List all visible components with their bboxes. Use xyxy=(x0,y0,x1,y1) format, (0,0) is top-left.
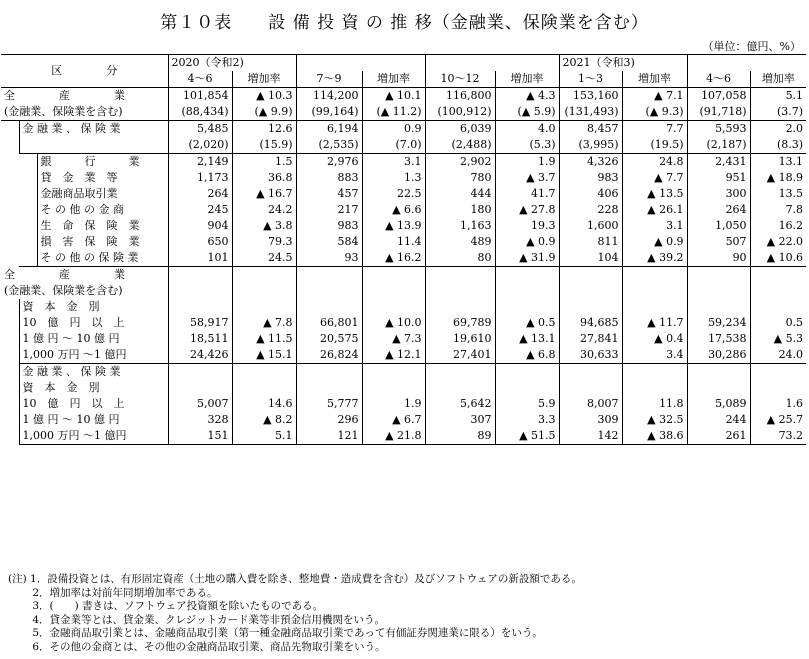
rate-cell xyxy=(495,364,559,381)
value-cell: 983 xyxy=(337,219,359,232)
row-label: 全 産 業 xyxy=(1,88,168,105)
row-label: 生 命 保 険 業 xyxy=(37,218,168,234)
rate-cell: (▲ 9.9) xyxy=(232,104,296,121)
table-row xyxy=(1,380,806,396)
table-row xyxy=(1,347,806,364)
rate-cell: 13.1 xyxy=(750,154,806,171)
table-row xyxy=(1,202,806,218)
value-cell: 4,326 xyxy=(587,155,619,168)
table-row xyxy=(1,88,806,105)
rate-cell: (▲ 9.3) xyxy=(622,104,687,121)
value-cell xyxy=(687,380,750,396)
value-cell: 6,039 xyxy=(460,122,492,135)
value-cell: 93 xyxy=(296,250,362,267)
rate-cell: (8.3) xyxy=(750,137,806,154)
rate-cell: 2.0 xyxy=(750,121,806,138)
value-cell xyxy=(687,283,750,299)
note-line: 6．その他の金商とは、その他の金融商品取引業、商品先物取引業をいう。 xyxy=(8,640,386,653)
rate-cell: 13.5 xyxy=(750,186,806,202)
value-cell: (100,912) xyxy=(425,104,495,121)
value-cell xyxy=(559,299,622,315)
value-cell: 107,058 xyxy=(701,89,747,102)
value-cell: 27,841 xyxy=(580,332,619,345)
value-cell: 6,194 xyxy=(327,122,359,135)
value-cell: 121 xyxy=(296,428,362,445)
value-cell: 309 xyxy=(597,413,619,426)
rate-cell: ▲ 38.6 xyxy=(622,428,687,445)
rate-cell: ▲ 16.7 xyxy=(232,186,296,202)
row-label: 資 本 金 別 xyxy=(19,299,168,315)
value-cell: 101 xyxy=(168,250,232,267)
value-cell xyxy=(296,364,362,381)
rate-cell: 5.1 xyxy=(232,428,296,445)
rate-cell: 7.8 xyxy=(750,202,806,218)
value-cell: 8,457 xyxy=(587,122,619,135)
value-cell: (3,995) xyxy=(559,137,622,154)
rate-cell: ▲ 7.7 xyxy=(622,170,687,186)
rate-cell xyxy=(622,299,687,315)
rate-cell: (15.9) xyxy=(232,137,296,154)
header-rate: 増加率 xyxy=(622,71,687,88)
value-cell: 26,824 xyxy=(296,347,362,364)
row-label: 10 億 円 以 上 xyxy=(19,396,168,412)
rate-cell xyxy=(622,364,687,381)
rate-cell: ▲ 8.2 xyxy=(232,412,296,428)
value-cell: 27,401 xyxy=(425,347,495,364)
value-cell xyxy=(559,267,622,284)
value-cell: 507 xyxy=(725,235,747,248)
rate-cell xyxy=(362,299,425,315)
rate-cell: 1.3 xyxy=(362,170,425,186)
rate-cell: 12.6 xyxy=(232,121,296,138)
value-cell: 20,575 xyxy=(320,332,359,345)
rate-cell: ▲ 10.3 xyxy=(232,88,296,105)
rate-cell: 24.5 xyxy=(232,250,296,267)
value-cell: 151 xyxy=(168,428,232,445)
value-cell: 30,633 xyxy=(559,347,622,364)
row-label: 10 億 円 以 上 xyxy=(19,315,168,331)
rate-cell: ▲ 11.5 xyxy=(232,331,296,347)
rate-cell: ▲ 0.4 xyxy=(622,331,687,347)
value-cell xyxy=(168,380,232,396)
value-cell: (91,718) xyxy=(687,104,750,121)
value-cell: 457 xyxy=(337,187,359,200)
rate-cell xyxy=(232,380,296,396)
value-cell: 5,007 xyxy=(197,397,229,410)
value-cell: 328 xyxy=(207,413,229,426)
value-cell: 5,777 xyxy=(327,397,359,410)
rate-cell: 41.7 xyxy=(495,186,559,202)
header-period: 4～6 xyxy=(687,71,750,88)
rate-cell xyxy=(495,299,559,315)
rate-cell: (▲ 5.9) xyxy=(495,104,559,121)
rate-cell xyxy=(495,380,559,396)
row-label: 金融商品取引業 xyxy=(37,186,168,202)
value-cell xyxy=(168,283,232,299)
rate-cell xyxy=(362,364,425,381)
rate-cell: (▲ 11.2) xyxy=(362,104,425,121)
value-cell: 444 xyxy=(470,187,492,200)
rate-cell: ▲ 3.8 xyxy=(232,218,296,234)
table-row xyxy=(1,267,806,284)
value-cell: 584 xyxy=(337,235,359,248)
rate-cell: 24.8 xyxy=(622,154,687,171)
rate-cell: 24.0 xyxy=(750,347,806,364)
rate-cell: ▲ 39.2 xyxy=(622,250,687,267)
rate-cell: (5.3) xyxy=(495,137,559,154)
rate-cell: 3.4 xyxy=(622,347,687,364)
value-cell: (2,187) xyxy=(687,137,750,154)
table-row xyxy=(1,428,806,445)
header-category: 区 分 xyxy=(1,55,168,88)
rate-cell: 3.1 xyxy=(622,218,687,234)
value-cell: (88,434) xyxy=(168,104,232,121)
value-cell xyxy=(559,283,622,299)
value-cell: (2,488) xyxy=(425,137,495,154)
rate-cell: 19.3 xyxy=(495,218,559,234)
value-cell: 59,234 xyxy=(708,316,747,329)
row-label: 1,000 万円 ～1 億円 xyxy=(19,428,168,445)
rate-cell xyxy=(362,283,425,299)
value-cell: (131,493) xyxy=(559,104,622,121)
rate-cell: ▲ 26.1 xyxy=(622,202,687,218)
value-cell: 90 xyxy=(687,250,750,267)
value-cell: 58,917 xyxy=(190,316,229,329)
value-cell xyxy=(296,380,362,396)
rate-cell: 5.9 xyxy=(495,396,559,412)
rate-cell: 1.9 xyxy=(362,396,425,412)
header-period: 10～12 xyxy=(425,71,495,88)
value-cell: 780 xyxy=(470,171,492,184)
rate-cell xyxy=(750,267,806,284)
table-row xyxy=(1,283,806,299)
table-row xyxy=(1,364,806,381)
value-cell xyxy=(168,299,232,315)
value-cell xyxy=(425,267,495,284)
rate-cell: 14.6 xyxy=(232,396,296,412)
rate-cell: ▲ 0.9 xyxy=(622,234,687,250)
value-cell: 1,173 xyxy=(197,171,229,184)
rate-cell: ▲ 25.7 xyxy=(750,412,806,428)
value-cell: 24,426 xyxy=(168,347,232,364)
value-cell: 2,976 xyxy=(327,155,359,168)
value-cell: 406 xyxy=(597,187,619,200)
value-cell: 261 xyxy=(687,428,750,445)
rate-cell: 11.4 xyxy=(362,234,425,250)
value-cell: 180 xyxy=(470,203,492,216)
rate-cell: 16.2 xyxy=(750,218,806,234)
rate-cell xyxy=(362,267,425,284)
rate-cell xyxy=(622,283,687,299)
row-label: 全 産 業 xyxy=(1,267,168,284)
value-cell: 883 xyxy=(337,171,359,184)
value-cell: 2,902 xyxy=(460,155,492,168)
value-cell xyxy=(296,299,362,315)
rate-cell: ▲ 15.1 xyxy=(232,347,296,364)
rate-cell: ▲ 0.9 xyxy=(495,234,559,250)
note-line: 4．貸金業等とは、貸金業、クレジットカード業等非預金信用機関をいう。 xyxy=(8,613,385,626)
value-cell: 951 xyxy=(725,171,747,184)
note-line: 5．金融商品取引業とは、金融商品取引業（第一種金融商品取引業であって有価証券関連業に限る）をいう。 xyxy=(8,627,543,639)
rate-cell: 1.9 xyxy=(495,154,559,171)
rate-cell xyxy=(750,364,806,381)
header-period: 7～9 xyxy=(296,71,362,88)
value-cell: 1,050 xyxy=(715,219,747,232)
value-cell: 245 xyxy=(207,203,229,216)
value-cell: 30,286 xyxy=(687,347,750,364)
row-label: (金融業、保険業を含む) xyxy=(1,104,168,121)
table-row xyxy=(1,121,806,138)
rate-cell: 7.7 xyxy=(622,121,687,138)
note-line: 3．( ) 書きは、ソフトウェア投資額を除いたものである。 xyxy=(8,600,324,612)
value-cell: 116,800 xyxy=(446,89,492,102)
table-row xyxy=(1,186,806,202)
row-label: 金 融 業 、 保 険 業 xyxy=(19,121,168,138)
rate-cell: 24.2 xyxy=(232,202,296,218)
rate-cell: 73.2 xyxy=(750,428,806,445)
rate-cell xyxy=(622,267,687,284)
value-cell xyxy=(559,364,622,381)
value-cell xyxy=(296,267,362,284)
row-label: 損 害 保 険 業 xyxy=(37,234,168,250)
rate-cell: ▲ 6.6 xyxy=(362,202,425,218)
rate-cell: ▲ 27.8 xyxy=(495,202,559,218)
row-label: 1,000 万円 ～1 億円 xyxy=(19,347,168,364)
row-label: 貸 金 業 等 xyxy=(37,170,168,186)
value-cell xyxy=(425,364,495,381)
row-label: 1 億 円 ～ 10 億 円 xyxy=(19,412,168,428)
rate-cell: 22.5 xyxy=(362,186,425,202)
rate-cell: 79.3 xyxy=(232,234,296,250)
unit-label: （単位：億円、%） xyxy=(702,40,801,53)
table-row xyxy=(1,331,806,347)
rate-cell xyxy=(750,283,806,299)
row-label: 金 融 業 、 保 険 業 xyxy=(19,364,168,381)
rate-cell: ▲ 13.9 xyxy=(362,218,425,234)
value-cell xyxy=(687,267,750,284)
value-cell: 17,538 xyxy=(708,332,747,345)
row-label xyxy=(19,137,168,154)
rate-cell: 0.5 xyxy=(750,315,806,331)
header-year-2021: 2021（令和3) xyxy=(559,55,687,72)
rate-cell: ▲ 10.0 xyxy=(362,315,425,331)
rate-cell: 3.1 xyxy=(362,154,425,171)
table-row xyxy=(1,170,806,186)
header-rate: 増加率 xyxy=(495,71,559,88)
value-cell xyxy=(425,380,495,396)
rate-cell: 4.0 xyxy=(495,121,559,138)
rate-cell: ▲ 10.1 xyxy=(362,88,425,105)
value-cell: 489 xyxy=(470,235,492,248)
rate-cell: 1.6 xyxy=(750,396,806,412)
value-cell: 18,511 xyxy=(190,332,229,345)
rate-cell: ▲ 6.8 xyxy=(495,347,559,364)
header-period: 4～6 xyxy=(168,71,232,88)
investment-table xyxy=(1,54,806,445)
table-row xyxy=(1,299,806,315)
table-body xyxy=(1,88,806,445)
value-cell xyxy=(296,283,362,299)
value-cell: 114,200 xyxy=(313,89,359,102)
value-cell xyxy=(425,283,495,299)
header-rate: 増加率 xyxy=(232,71,296,88)
value-cell: 264 xyxy=(725,203,747,216)
rate-cell: ▲ 3.7 xyxy=(495,170,559,186)
page-title: 第１０表 設 備 投 資 の 推 移（金融業、保険業を含む） xyxy=(160,13,649,33)
value-cell: 80 xyxy=(425,250,495,267)
value-cell: 8,007 xyxy=(587,397,619,410)
value-cell: (2,535) xyxy=(296,137,362,154)
value-cell: 811 xyxy=(597,235,619,248)
value-cell: (99,164) xyxy=(296,104,362,121)
value-cell: 153,160 xyxy=(573,89,619,102)
value-cell: 5,642 xyxy=(460,397,492,410)
value-cell: 89 xyxy=(425,428,495,445)
rate-cell: ▲ 21.8 xyxy=(362,428,425,445)
value-cell xyxy=(425,299,495,315)
row-label: 資 本 金 別 xyxy=(19,380,168,396)
value-cell: 228 xyxy=(597,203,619,216)
rate-cell: 36.8 xyxy=(232,170,296,186)
rate-cell: 11.8 xyxy=(622,396,687,412)
rate-cell xyxy=(495,283,559,299)
table-row xyxy=(1,137,806,154)
value-cell: 19,610 xyxy=(453,332,492,345)
value-cell: 142 xyxy=(559,428,622,445)
value-cell: 104 xyxy=(559,250,622,267)
value-cell: 244 xyxy=(725,413,747,426)
rate-cell: ▲ 7.3 xyxy=(362,331,425,347)
rate-cell: ▲ 7.8 xyxy=(232,315,296,331)
rate-cell: ▲ 31.9 xyxy=(495,250,559,267)
rate-cell xyxy=(750,380,806,396)
rate-cell: ▲ 5.3 xyxy=(750,331,806,347)
rate-cell xyxy=(362,380,425,396)
rate-cell: ▲ 12.1 xyxy=(362,347,425,364)
table-row xyxy=(1,104,806,121)
rate-cell xyxy=(232,364,296,381)
value-cell xyxy=(559,380,622,396)
table-row xyxy=(1,396,806,412)
value-cell: 94,685 xyxy=(580,316,619,329)
value-cell: 983 xyxy=(597,171,619,184)
rate-cell: ▲ 18.9 xyxy=(750,170,806,186)
rate-cell: ▲ 51.5 xyxy=(495,428,559,445)
row-label: そ の 他 の 保 険 業 xyxy=(37,250,168,267)
table-row xyxy=(1,315,806,331)
value-cell: 101,854 xyxy=(183,89,229,102)
rate-cell: ▲ 22.0 xyxy=(750,234,806,250)
rate-cell xyxy=(750,299,806,315)
rate-cell xyxy=(232,283,296,299)
rate-cell: ▲ 0.5 xyxy=(495,315,559,331)
value-cell: (2,020) xyxy=(168,137,232,154)
row-label: (金融業、保険業を含む) xyxy=(1,283,168,299)
rate-cell: 5.1 xyxy=(750,88,806,105)
table-row xyxy=(1,250,806,267)
value-cell xyxy=(687,364,750,381)
value-cell: 2,431 xyxy=(715,155,747,168)
rate-cell: ▲ 11.7 xyxy=(622,315,687,331)
rate-cell xyxy=(495,267,559,284)
notes xyxy=(8,573,582,654)
value-cell: 650 xyxy=(207,235,229,248)
rate-cell: 1.5 xyxy=(232,154,296,171)
value-cell: 300 xyxy=(725,187,747,200)
value-cell: 1,600 xyxy=(587,219,619,232)
row-label: そ の 他 の 金 商 xyxy=(37,202,168,218)
rate-cell: ▲ 16.2 xyxy=(362,250,425,267)
row-label: 銀 行 業 xyxy=(37,154,168,171)
rate-cell: ▲ 6.7 xyxy=(362,412,425,428)
rate-cell: (3.7) xyxy=(750,104,806,121)
header-rate: 増加率 xyxy=(362,71,425,88)
value-cell xyxy=(168,364,232,381)
table-row xyxy=(1,234,806,250)
value-cell: 307 xyxy=(470,413,492,426)
note-line: 2．増加率は対前年同期増加率である。 xyxy=(8,586,218,599)
rate-cell xyxy=(232,267,296,284)
value-cell xyxy=(168,267,232,284)
value-cell: 69,789 xyxy=(453,316,492,329)
rate-cell: 3.3 xyxy=(495,412,559,428)
rate-cell: ▲ 32.5 xyxy=(622,412,687,428)
rate-cell: (7.0) xyxy=(362,137,425,154)
rate-cell: (19.5) xyxy=(622,137,687,154)
table-row xyxy=(1,154,806,171)
value-cell: 1,163 xyxy=(460,219,492,232)
value-cell: 66,801 xyxy=(320,316,359,329)
value-cell: 2,149 xyxy=(197,155,229,168)
value-cell xyxy=(687,299,750,315)
rate-cell: ▲ 10.6 xyxy=(750,250,806,267)
value-cell: 5,485 xyxy=(197,122,229,135)
header-rate: 増加率 xyxy=(750,71,806,88)
header-period: 1～3 xyxy=(559,71,622,88)
rate-cell xyxy=(232,299,296,315)
value-cell: 217 xyxy=(337,203,359,216)
row-label: 1 億 円 ～ 10 億 円 xyxy=(19,331,168,347)
value-cell: 296 xyxy=(337,413,359,426)
rate-cell xyxy=(622,380,687,396)
rate-cell: ▲ 7.1 xyxy=(622,88,687,105)
value-cell: 904 xyxy=(207,219,229,232)
rate-cell: ▲ 13.1 xyxy=(495,331,559,347)
rate-cell: ▲ 4.3 xyxy=(495,88,559,105)
rate-cell: 0.9 xyxy=(362,121,425,138)
rate-cell: ▲ 13.5 xyxy=(622,186,687,202)
value-cell: 5,593 xyxy=(715,122,747,135)
table-row xyxy=(1,218,806,234)
value-cell: 5,089 xyxy=(715,397,747,410)
header-year-2020: 2020（令和2) xyxy=(168,55,296,72)
table-row xyxy=(1,412,806,428)
value-cell: 264 xyxy=(207,187,229,200)
note-line: (注) 1．設備投資とは、有形固定資産（土地の購入費を除き、整地費・造成費を含む）及びソフトウェアの新設額である。 xyxy=(8,573,582,585)
